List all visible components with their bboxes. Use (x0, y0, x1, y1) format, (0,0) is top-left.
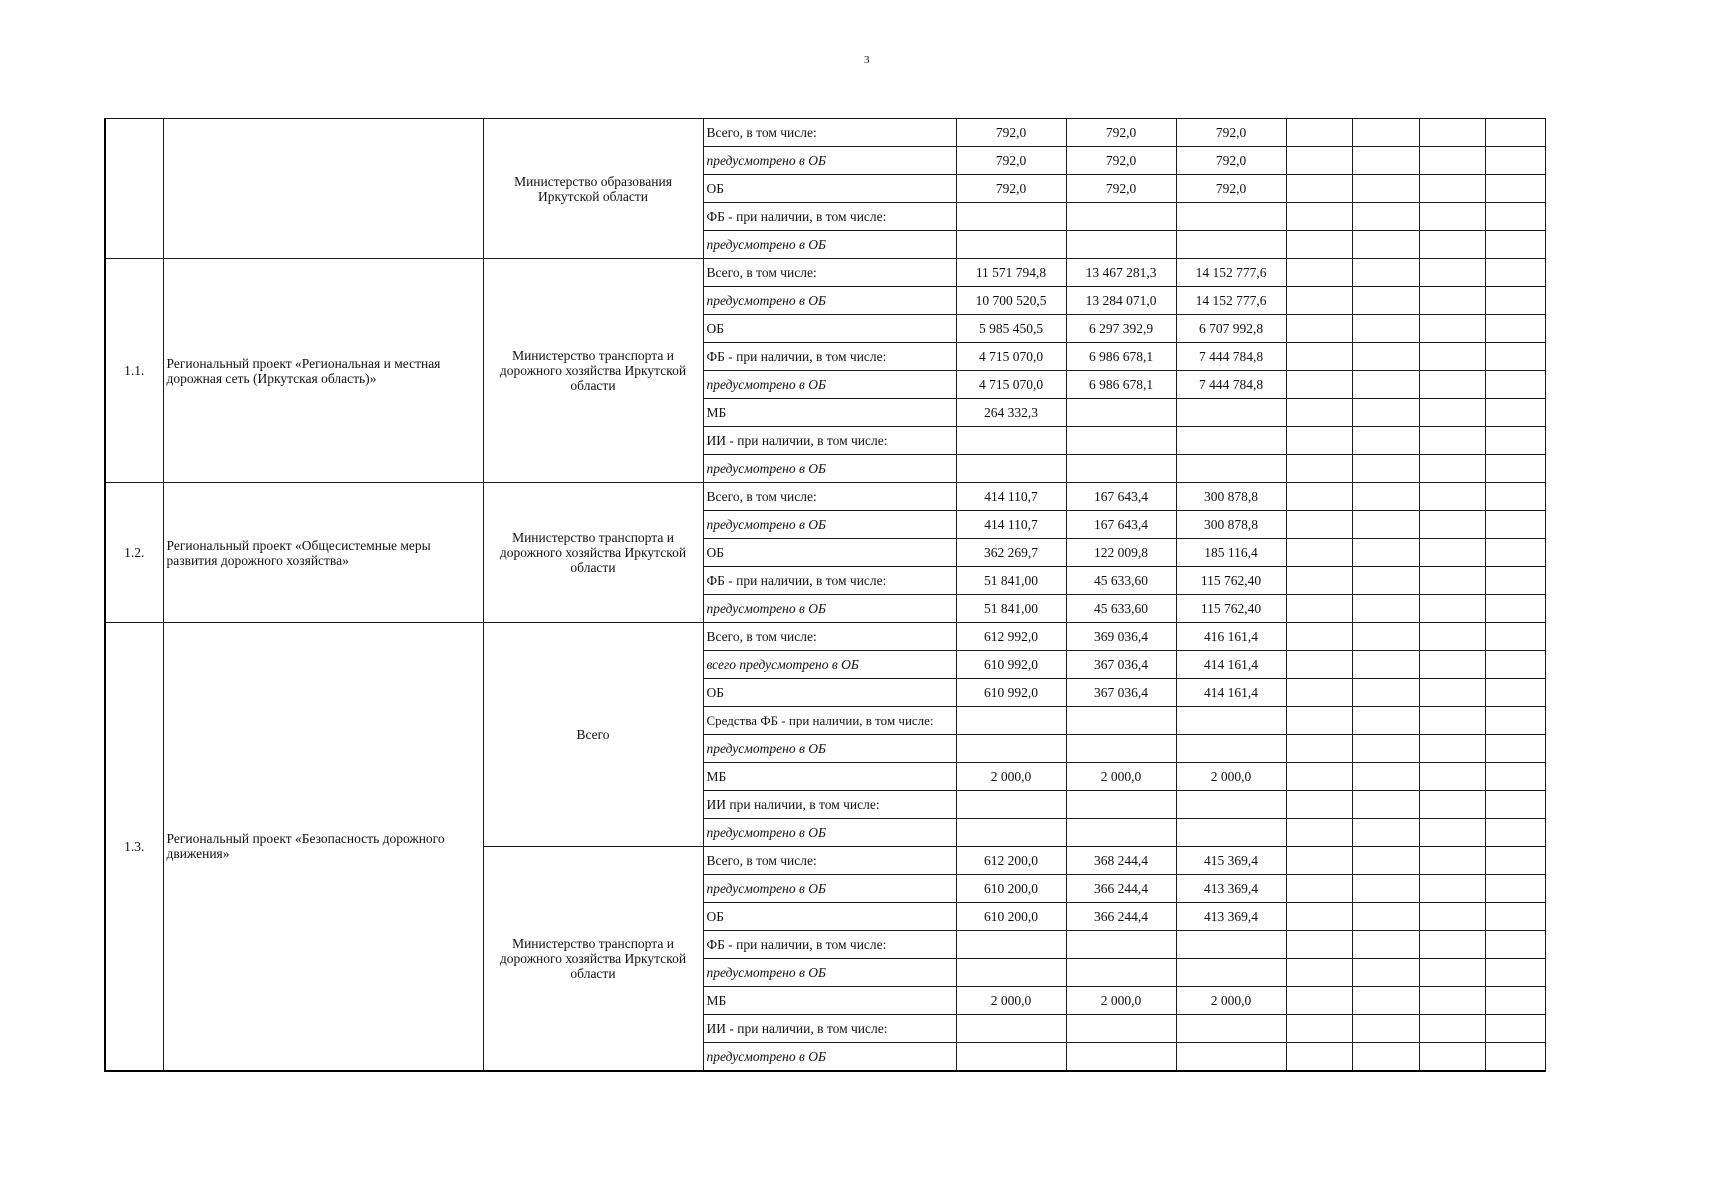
value-cell: 45 633,60 (1066, 595, 1176, 623)
empty-cell (1286, 175, 1352, 203)
row-label: ФБ - при наличии, в том числе: (703, 343, 956, 371)
empty-cell (1352, 1043, 1419, 1071)
project-name: Региональный проект «Безопасность дорожного движения» (163, 623, 483, 1071)
empty-cell (1419, 231, 1485, 259)
empty-cell (1286, 987, 1352, 1015)
value-cell: 5 985 450,5 (956, 315, 1066, 343)
empty-cell (1419, 399, 1485, 427)
empty-cell (1485, 175, 1545, 203)
row-label: предусмотрено в ОБ (703, 511, 956, 539)
empty-cell (1286, 399, 1352, 427)
empty-cell (1352, 315, 1419, 343)
value-cell (1066, 959, 1176, 987)
empty-cell (1485, 819, 1545, 847)
empty-cell (1286, 287, 1352, 315)
row-label: предусмотрено в ОБ (703, 959, 956, 987)
row-label: ОБ (703, 539, 956, 567)
value-cell (956, 707, 1066, 735)
executor-name: Министерство транспорта и дорожного хозяйства Иркутской области (483, 483, 703, 623)
row-label: предусмотрено в ОБ (703, 287, 956, 315)
empty-cell (1352, 147, 1419, 175)
value-cell (1066, 231, 1176, 259)
value-cell (1066, 1043, 1176, 1071)
empty-cell (1419, 987, 1485, 1015)
empty-cell (1419, 315, 1485, 343)
empty-cell (1286, 847, 1352, 875)
empty-cell (1286, 427, 1352, 455)
empty-cell (1419, 343, 1485, 371)
value-cell: 4 715 070,0 (956, 371, 1066, 399)
row-label: предусмотрено в ОБ (703, 455, 956, 483)
empty-cell (1485, 147, 1545, 175)
row-label: ИИ - при наличии, в том числе: (703, 427, 956, 455)
empty-cell (1419, 791, 1485, 819)
empty-cell (1352, 343, 1419, 371)
empty-cell (1419, 119, 1485, 147)
value-cell: 792,0 (956, 119, 1066, 147)
empty-cell (1286, 763, 1352, 791)
value-cell (1176, 931, 1286, 959)
value-cell (1176, 455, 1286, 483)
empty-cell (1485, 847, 1545, 875)
row-label: всего предусмотрено в ОБ (703, 651, 956, 679)
value-cell: 2 000,0 (1176, 763, 1286, 791)
row-label: предусмотрено в ОБ (703, 231, 956, 259)
empty-cell (1419, 259, 1485, 287)
row-label: предусмотрено в ОБ (703, 1043, 956, 1071)
row-label: предусмотрено в ОБ (703, 147, 956, 175)
value-cell (1066, 399, 1176, 427)
row-label: ФБ - при наличии, в том числе: (703, 567, 956, 595)
empty-cell (1352, 651, 1419, 679)
row-label: Средства ФБ - при наличии, в том числе: (703, 707, 956, 735)
value-cell (1066, 427, 1176, 455)
empty-cell (1286, 903, 1352, 931)
empty-cell (1485, 987, 1545, 1015)
value-cell: 792,0 (956, 175, 1066, 203)
value-cell: 366 244,4 (1066, 903, 1176, 931)
empty-cell (1286, 1015, 1352, 1043)
row-label: ОБ (703, 903, 956, 931)
empty-cell (1352, 679, 1419, 707)
row-label: предусмотрено в ОБ (703, 735, 956, 763)
empty-cell (1352, 231, 1419, 259)
value-cell: 362 269,7 (956, 539, 1066, 567)
empty-cell (1352, 203, 1419, 231)
empty-cell (1419, 539, 1485, 567)
empty-cell (1286, 539, 1352, 567)
budget-table (104, 118, 1546, 1072)
empty-cell (1352, 735, 1419, 763)
empty-cell (1419, 623, 1485, 651)
value-cell: 792,0 (1066, 147, 1176, 175)
empty-cell (1485, 427, 1545, 455)
empty-cell (1286, 343, 1352, 371)
value-cell (1176, 231, 1286, 259)
value-cell (1066, 203, 1176, 231)
empty-cell (1352, 483, 1419, 511)
empty-cell (1352, 259, 1419, 287)
value-cell: 792,0 (1066, 175, 1176, 203)
value-cell (956, 1015, 1066, 1043)
table-row (105, 483, 1545, 511)
row-index: 1.1. (105, 259, 163, 483)
project-name: Региональный проект «Региональная и местная дорожная сеть (Иркутская область)» (163, 259, 483, 483)
empty-cell (1485, 231, 1545, 259)
empty-cell (1352, 763, 1419, 791)
empty-cell (1352, 595, 1419, 623)
executor-name: Министерство транспорта и дорожного хозяйства Иркутской области (483, 259, 703, 483)
empty-cell (1286, 455, 1352, 483)
value-cell (1176, 399, 1286, 427)
value-cell: 13 467 281,3 (1066, 259, 1176, 287)
empty-cell (1419, 735, 1485, 763)
project-name: Региональный проект «Общесистемные меры развития дорожного хозяйства» (163, 483, 483, 623)
value-cell: 2 000,0 (956, 987, 1066, 1015)
empty-cell (1352, 959, 1419, 987)
value-cell (1176, 959, 1286, 987)
value-cell: 414 110,7 (956, 511, 1066, 539)
value-cell: 264 332,3 (956, 399, 1066, 427)
value-cell: 612 992,0 (956, 623, 1066, 651)
empty-cell (1419, 819, 1485, 847)
empty-cell (1286, 931, 1352, 959)
empty-cell (1485, 791, 1545, 819)
empty-cell (1485, 959, 1545, 987)
empty-cell (1485, 371, 1545, 399)
empty-cell (1286, 315, 1352, 343)
value-cell: 7 444 784,8 (1176, 371, 1286, 399)
value-cell: 2 000,0 (956, 763, 1066, 791)
empty-cell (1286, 959, 1352, 987)
row-index: 1.3. (105, 623, 163, 1071)
value-cell: 413 369,4 (1176, 875, 1286, 903)
value-cell: 10 700 520,5 (956, 287, 1066, 315)
value-cell (956, 735, 1066, 763)
empty-cell (1485, 623, 1545, 651)
value-cell (1176, 1043, 1286, 1071)
empty-cell (1352, 567, 1419, 595)
empty-cell (1419, 679, 1485, 707)
value-cell: 115 762,40 (1176, 595, 1286, 623)
row-label: ИИ при наличии, в том числе: (703, 791, 956, 819)
value-cell: 413 369,4 (1176, 903, 1286, 931)
value-cell: 414 161,4 (1176, 679, 1286, 707)
value-cell (1066, 455, 1176, 483)
empty-cell (1352, 371, 1419, 399)
value-cell: 122 009,8 (1066, 539, 1176, 567)
empty-cell (1419, 147, 1485, 175)
empty-cell (1485, 287, 1545, 315)
empty-cell (1485, 651, 1545, 679)
value-cell: 2 000,0 (1176, 987, 1286, 1015)
empty-cell (1485, 903, 1545, 931)
empty-cell (1352, 399, 1419, 427)
empty-cell (1419, 203, 1485, 231)
empty-cell (1419, 651, 1485, 679)
value-cell: 792,0 (956, 147, 1066, 175)
row-index: 1.2. (105, 483, 163, 623)
empty-cell (1286, 595, 1352, 623)
value-cell (1176, 791, 1286, 819)
executor-name: Министерство образования Иркутской области (483, 119, 703, 259)
empty-cell (1419, 847, 1485, 875)
empty-cell (1286, 203, 1352, 231)
table-row (105, 259, 1545, 287)
row-label: ОБ (703, 175, 956, 203)
empty-cell (1352, 287, 1419, 315)
row-label: ОБ (703, 679, 956, 707)
empty-cell (1352, 175, 1419, 203)
value-cell: 14 152 777,6 (1176, 287, 1286, 315)
empty-cell (1352, 791, 1419, 819)
empty-cell (1352, 875, 1419, 903)
empty-cell (1352, 455, 1419, 483)
empty-cell (1485, 875, 1545, 903)
row-label: Всего, в том числе: (703, 483, 956, 511)
value-cell: 369 036,4 (1066, 623, 1176, 651)
empty-cell (1286, 623, 1352, 651)
empty-cell (1286, 567, 1352, 595)
value-cell: 300 878,8 (1176, 483, 1286, 511)
empty-cell (1485, 707, 1545, 735)
value-cell: 792,0 (1176, 119, 1286, 147)
executor-name: Всего (483, 623, 703, 847)
value-cell (1066, 931, 1176, 959)
empty-cell (1485, 399, 1545, 427)
value-cell: 11 571 794,8 (956, 259, 1066, 287)
value-cell: 2 000,0 (1066, 763, 1176, 791)
value-cell: 415 369,4 (1176, 847, 1286, 875)
row-label: ФБ - при наличии, в том числе: (703, 203, 956, 231)
value-cell: 366 244,4 (1066, 875, 1176, 903)
empty-cell (1485, 483, 1545, 511)
empty-cell (1419, 595, 1485, 623)
value-cell: 185 116,4 (1176, 539, 1286, 567)
value-cell (956, 931, 1066, 959)
value-cell (1176, 819, 1286, 847)
empty-cell (1419, 483, 1485, 511)
value-cell: 51 841,00 (956, 595, 1066, 623)
empty-cell (1286, 875, 1352, 903)
empty-cell (1485, 203, 1545, 231)
value-cell: 115 762,40 (1176, 567, 1286, 595)
value-cell (1176, 707, 1286, 735)
value-cell (1176, 1015, 1286, 1043)
empty-cell (1352, 847, 1419, 875)
row-label: Всего, в том числе: (703, 623, 956, 651)
empty-cell (1352, 903, 1419, 931)
value-cell (1176, 427, 1286, 455)
value-cell: 610 992,0 (956, 651, 1066, 679)
empty-cell (1419, 371, 1485, 399)
empty-cell (1419, 427, 1485, 455)
row-label: МБ (703, 399, 956, 427)
empty-cell (1352, 931, 1419, 959)
empty-cell (1286, 483, 1352, 511)
value-cell: 368 244,4 (1066, 847, 1176, 875)
empty-cell (1485, 259, 1545, 287)
value-cell: 6 986 678,1 (1066, 371, 1176, 399)
empty-cell (1286, 735, 1352, 763)
value-cell: 6 986 678,1 (1066, 343, 1176, 371)
value-cell: 610 200,0 (956, 903, 1066, 931)
row-label: предусмотрено в ОБ (703, 371, 956, 399)
empty-cell (1485, 763, 1545, 791)
value-cell: 367 036,4 (1066, 651, 1176, 679)
empty-cell (1352, 119, 1419, 147)
value-cell: 416 161,4 (1176, 623, 1286, 651)
empty-cell (1352, 707, 1419, 735)
value-cell (1066, 707, 1176, 735)
value-cell (956, 1043, 1066, 1071)
empty-cell (1485, 119, 1545, 147)
empty-cell (1419, 511, 1485, 539)
value-cell: 610 992,0 (956, 679, 1066, 707)
empty-cell (1419, 875, 1485, 903)
table-row (105, 119, 1545, 147)
value-cell: 45 633,60 (1066, 567, 1176, 595)
empty-cell (1352, 1015, 1419, 1043)
empty-cell (1419, 1015, 1485, 1043)
page-number: 3 (864, 54, 870, 66)
empty-cell (1419, 959, 1485, 987)
value-cell (1066, 1015, 1176, 1043)
value-cell (1066, 791, 1176, 819)
empty-cell (1485, 931, 1545, 959)
value-cell (1066, 735, 1176, 763)
value-cell: 367 036,4 (1066, 679, 1176, 707)
empty-cell (1286, 651, 1352, 679)
empty-cell (1286, 791, 1352, 819)
empty-cell (1485, 343, 1545, 371)
empty-cell (1286, 371, 1352, 399)
empty-cell (1286, 707, 1352, 735)
row-label: МБ (703, 763, 956, 791)
value-cell: 414 161,4 (1176, 651, 1286, 679)
value-cell (1066, 819, 1176, 847)
value-cell (956, 203, 1066, 231)
value-cell: 610 200,0 (956, 875, 1066, 903)
row-index (105, 119, 163, 259)
row-label: Всего, в том числе: (703, 259, 956, 287)
empty-cell (1352, 539, 1419, 567)
row-label: ФБ - при наличии, в том числе: (703, 931, 956, 959)
row-label: Всего, в том числе: (703, 119, 956, 147)
value-cell (956, 455, 1066, 483)
value-cell: 4 715 070,0 (956, 343, 1066, 371)
row-label: предусмотрено в ОБ (703, 819, 956, 847)
empty-cell (1419, 567, 1485, 595)
empty-cell (1419, 287, 1485, 315)
value-cell: 792,0 (1176, 147, 1286, 175)
empty-cell (1419, 455, 1485, 483)
value-cell: 612 200,0 (956, 847, 1066, 875)
empty-cell (1286, 119, 1352, 147)
value-cell: 14 152 777,6 (1176, 259, 1286, 287)
empty-cell (1485, 567, 1545, 595)
empty-cell (1286, 147, 1352, 175)
empty-cell (1419, 931, 1485, 959)
empty-cell (1485, 315, 1545, 343)
empty-cell (1485, 595, 1545, 623)
empty-cell (1485, 455, 1545, 483)
empty-cell (1286, 819, 1352, 847)
row-label: МБ (703, 987, 956, 1015)
executor-name: Министерство транспорта и дорожного хозяйства Иркутской области (483, 847, 703, 1071)
value-cell: 792,0 (1066, 119, 1176, 147)
value-cell: 167 643,4 (1066, 483, 1176, 511)
row-label: ОБ (703, 315, 956, 343)
value-cell: 51 841,00 (956, 567, 1066, 595)
value-cell: 167 643,4 (1066, 511, 1176, 539)
empty-cell (1352, 511, 1419, 539)
empty-cell (1286, 679, 1352, 707)
empty-cell (1485, 1015, 1545, 1043)
empty-cell (1485, 511, 1545, 539)
value-cell: 7 444 784,8 (1176, 343, 1286, 371)
row-label: Всего, в том числе: (703, 847, 956, 875)
value-cell: 13 284 071,0 (1066, 287, 1176, 315)
empty-cell (1352, 623, 1419, 651)
value-cell: 300 878,8 (1176, 511, 1286, 539)
value-cell (956, 427, 1066, 455)
value-cell (1176, 735, 1286, 763)
value-cell: 2 000,0 (1066, 987, 1176, 1015)
value-cell (956, 791, 1066, 819)
project-name (163, 119, 483, 259)
empty-cell (1286, 1043, 1352, 1071)
empty-cell (1419, 175, 1485, 203)
value-cell: 792,0 (1176, 175, 1286, 203)
empty-cell (1352, 819, 1419, 847)
empty-cell (1485, 679, 1545, 707)
value-cell (956, 819, 1066, 847)
empty-cell (1352, 987, 1419, 1015)
empty-cell (1286, 231, 1352, 259)
empty-cell (1485, 539, 1545, 567)
empty-cell (1485, 1043, 1545, 1071)
value-cell (956, 959, 1066, 987)
row-label: предусмотрено в ОБ (703, 595, 956, 623)
row-label: ИИ - при наличии, в том числе: (703, 1015, 956, 1043)
empty-cell (1419, 1043, 1485, 1071)
table-row (105, 623, 1545, 651)
value-cell: 6 297 392,9 (1066, 315, 1176, 343)
value-cell (1176, 203, 1286, 231)
empty-cell (1352, 427, 1419, 455)
value-cell: 6 707 992,8 (1176, 315, 1286, 343)
empty-cell (1286, 511, 1352, 539)
value-cell: 414 110,7 (956, 483, 1066, 511)
empty-cell (1419, 903, 1485, 931)
value-cell (956, 231, 1066, 259)
empty-cell (1419, 763, 1485, 791)
row-label: предусмотрено в ОБ (703, 875, 956, 903)
empty-cell (1419, 707, 1485, 735)
empty-cell (1485, 735, 1545, 763)
table-body (105, 119, 1545, 1071)
empty-cell (1286, 259, 1352, 287)
